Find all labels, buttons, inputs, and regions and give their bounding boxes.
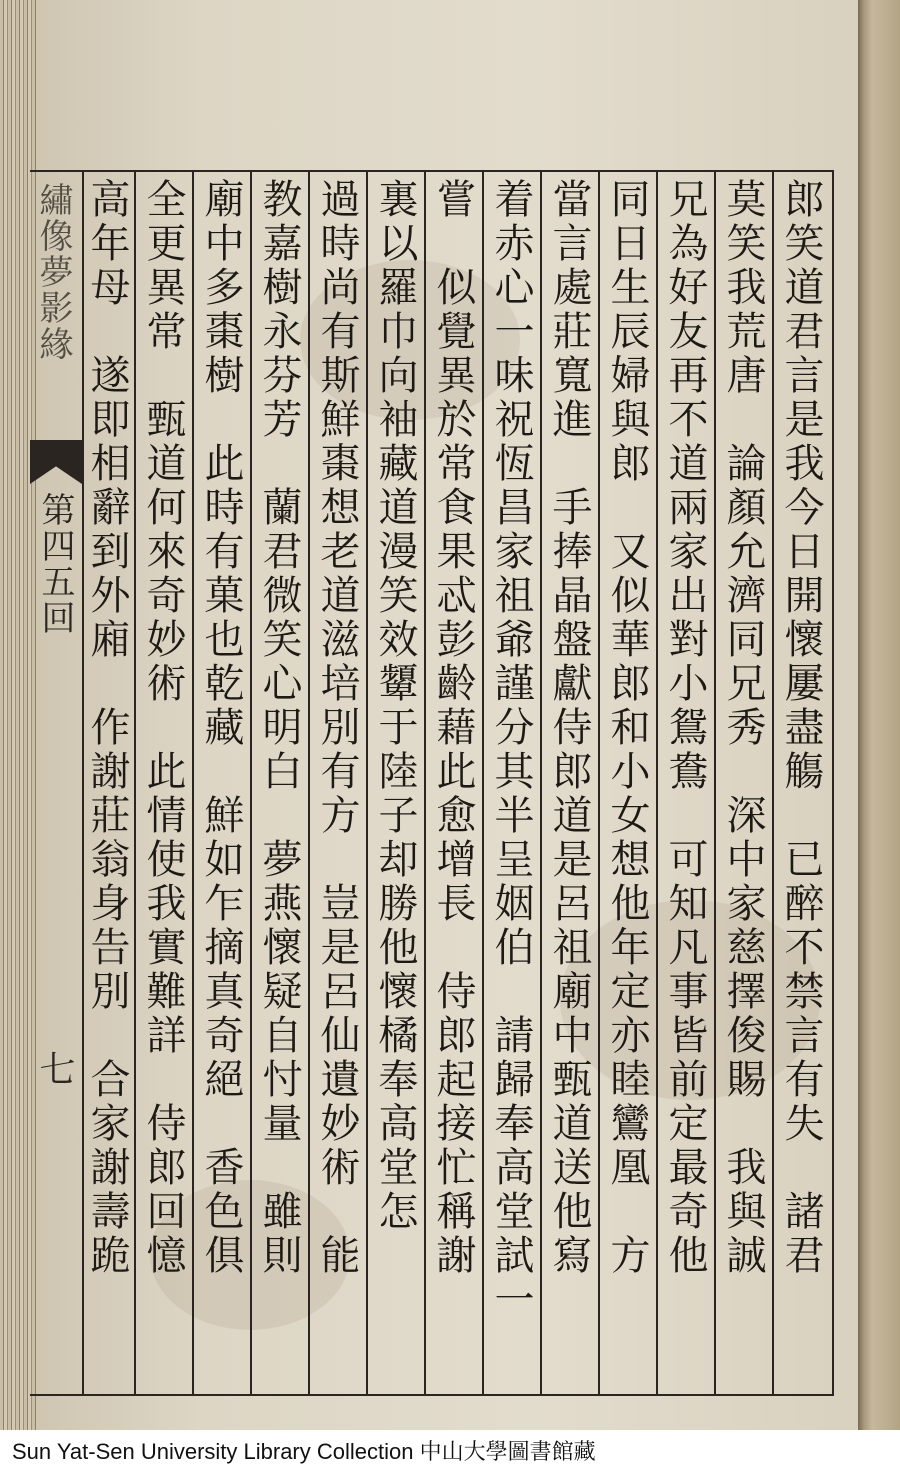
column-rule <box>424 170 426 1394</box>
text-column-5: 當言處莊寬進 手捧晶盤獻侍郎道是呂祖廟中甄道送他寫 <box>546 178 592 1278</box>
text-column-3: 兄為好友再不道兩家出對小鴛鴦 可知凡事皆前定最奇他 <box>662 178 708 1278</box>
text-column-13: 高年母 遂即相辭到外廂 作謝莊翁身告別 合家謝壽跪 <box>84 178 130 1278</box>
text-column-11: 廟中多棗樹 此時有菓也乾藏 鮮如乍摘真奇絕 香色俱 <box>198 178 244 1278</box>
text-column-4: 同日生辰婦與郎 又似華郎和小女想他年定亦睦鸞凰 方 <box>604 178 650 1278</box>
column-rule <box>598 170 600 1394</box>
text-column-2: 莫笑我荒唐 論顏允濟同兄秀 深中家慈擇俊賜 我與誠 <box>720 178 766 1278</box>
column-rule <box>772 170 774 1394</box>
text-column-12: 全更異常 甄道何來奇妙術 此情使我實難詳 侍郎回憶 <box>140 178 186 1278</box>
column-rule <box>714 170 716 1394</box>
column-rule <box>192 170 194 1394</box>
chapter-label: 第四五回 <box>35 492 75 636</box>
book-title: 繡像夢影緣 <box>33 182 73 362</box>
text-column-10: 教嘉樹永芬芳 蘭君微笑心明白 夢燕懷疑自忖量 雖則 <box>256 178 302 1278</box>
column-rule <box>134 170 136 1394</box>
folio-number: 七 <box>34 1050 75 1086</box>
text-column-8: 裏以羅巾向袖藏道漫笑效顰于陸子却勝他懷橘奉高堂怎 <box>372 178 418 1234</box>
text-column-6: 着赤心一味祝恆昌家祖爺謹分其半呈姻伯 請歸奉高堂試一 <box>488 178 534 1322</box>
text-column-1: 郎笑道君言是我今日開懷屢盡觴 已醉不禁言有失 諸君 <box>778 178 824 1278</box>
collection-credit: Sun Yat-Sen University Library Collection 中山大學圖書館藏 <box>0 1430 900 1473</box>
column-rule <box>482 170 484 1394</box>
column-rule <box>308 170 310 1394</box>
column-rule <box>656 170 658 1394</box>
column-rule <box>366 170 368 1394</box>
book-gutter <box>858 0 900 1430</box>
column-rule <box>250 170 252 1394</box>
text-column-9: 過時尚有斯鮮棗想老道滋培別有方 豈是呂仙遺妙術 能 <box>314 178 360 1278</box>
text-column-7: 嘗 似覺異於常食果忒彭齡藉此愈增長 侍郎起接忙稱謝 <box>430 178 476 1278</box>
column-rule <box>540 170 542 1394</box>
